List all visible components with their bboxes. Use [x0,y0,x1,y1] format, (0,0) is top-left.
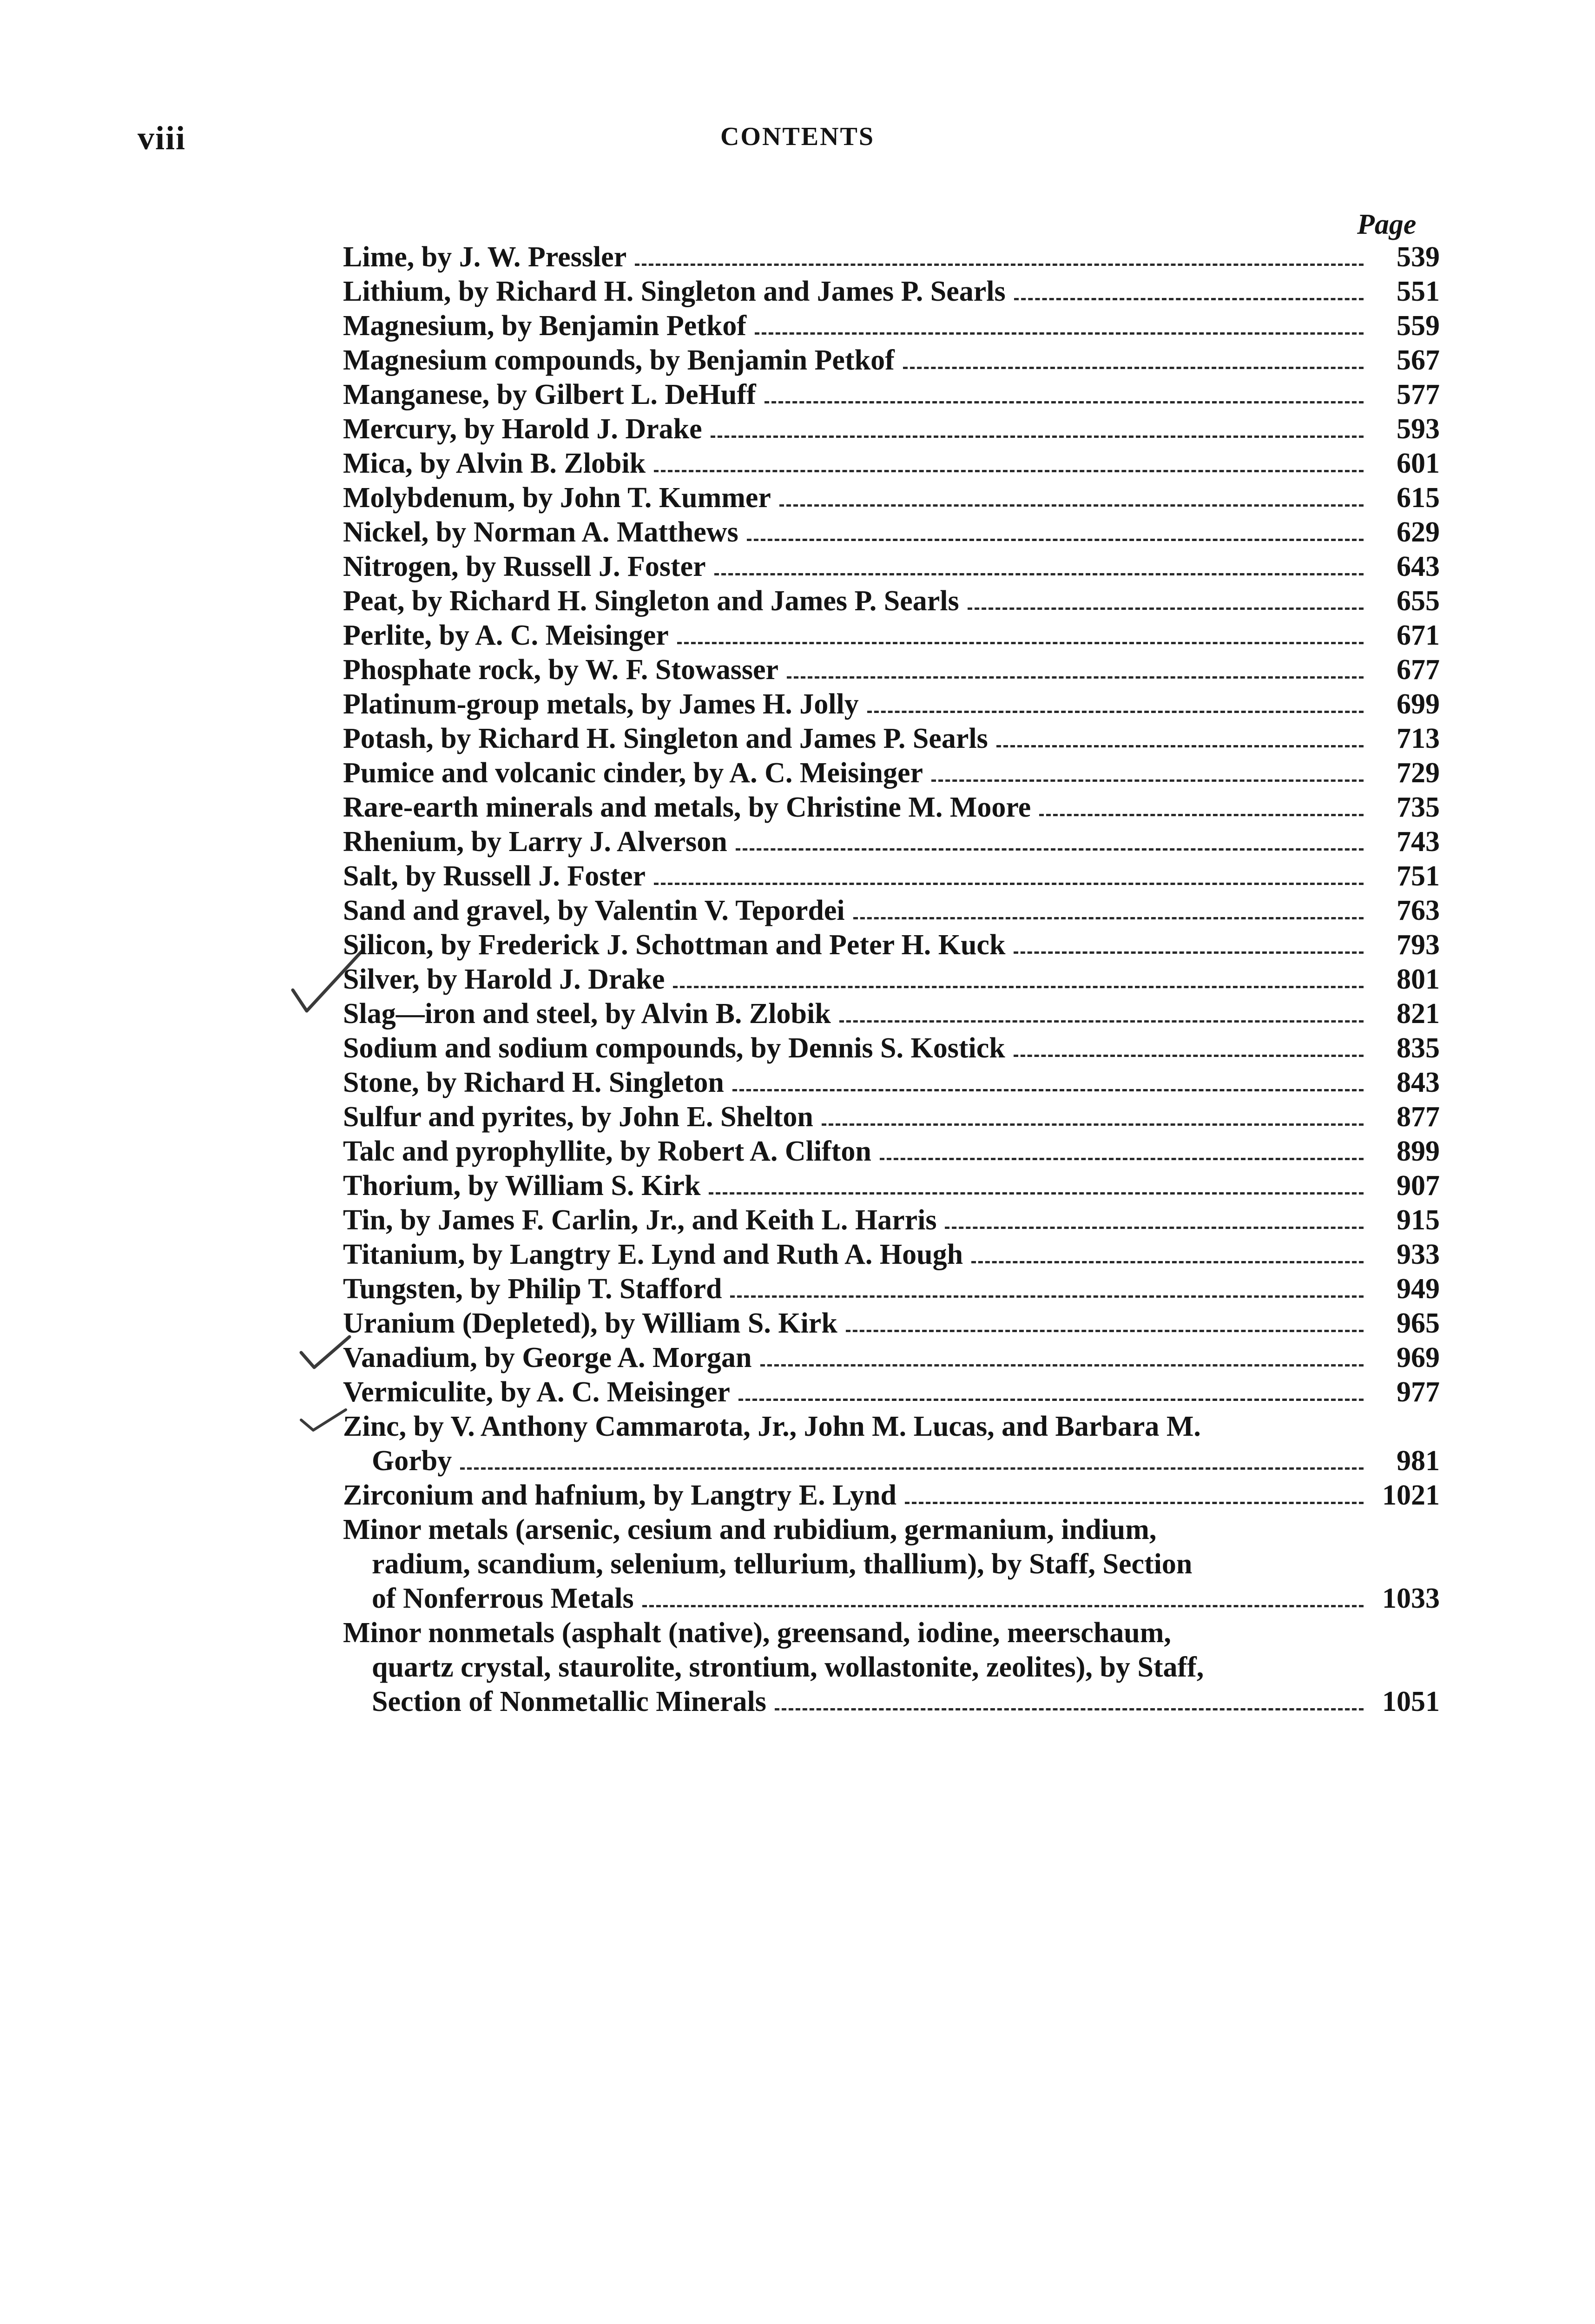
toc-entry-title: Stone, by Richard H. Singleton [343,1067,724,1098]
toc-entry [343,1272,1440,1306]
dot-leader [945,1227,1364,1229]
toc-entry-title: Platinum-group metals, by James H. Jolly [343,688,859,720]
toc-entry-title: Sand and gravel, by Valentin V. Tepordei [343,895,845,926]
toc-entry-page: 821 [1397,998,1440,1030]
toc-entry [343,446,1440,481]
toc-entry-title: Potash, by Richard H. Singleton and James P. Searls [343,723,988,754]
toc-entry [343,377,1440,412]
dot-leader [738,1399,1364,1401]
toc-entry-title: Molybdenum, by John T. Kummer [343,482,771,514]
toc-entry [343,825,1440,859]
dot-leader [822,1123,1364,1126]
dot-leader [635,264,1364,266]
toc-entry-title: Vanadium, by George A. Morgan [343,1342,752,1373]
toc-entry-page: 835 [1397,1032,1440,1064]
toc-entry-page: 915 [1397,1204,1440,1236]
toc-entry [343,1134,1440,1169]
dot-leader [905,1502,1364,1504]
toc-entry-page: 539 [1397,241,1440,273]
toc-entry [343,549,1440,584]
dot-leader [755,332,1364,335]
toc-entry-title: Phosphate rock, by W. F. Stowasser [343,654,779,686]
toc-entry-title: Rare-earth minerals and metals, by Christine M. Moore [343,792,1031,823]
toc-entry-page: 559 [1397,310,1440,342]
toc-entry-title: Lithium, by Richard H. Singleton and James P. Searls [343,276,1006,307]
toc-entry [343,1340,1440,1375]
toc-entry-title: Sodium and sodium compounds, by Dennis S. Kostick [343,1032,1005,1064]
dot-leader [1014,951,1364,954]
toc-entry-title: Rhenium, by Larry J. Alverson [343,826,727,858]
toc-entry-page: 593 [1397,413,1440,445]
dot-leader [1014,298,1364,300]
toc-entry-title: Pumice and volcanic cinder, by A. C. Meisinger [343,757,923,789]
toc-entry-page: 933 [1397,1239,1440,1270]
toc-entry-page: 699 [1397,688,1440,720]
toc-entry-page: 577 [1397,379,1440,410]
dot-leader [711,436,1364,438]
toc-entry [343,584,1440,618]
toc-entry-page: 965 [1397,1307,1440,1339]
toc-entry-page: 801 [1397,964,1440,995]
toc-entry-title-continued: quartz crystal, staurolite, strontium, wollastonite, zeolites), by Staff, [372,1651,1204,1683]
toc-entry [343,1031,1440,1065]
toc-entry-title: Magnesium, by Benjamin Petkof [343,310,746,342]
toc-entry-title: Mercury, by Harold J. Drake [343,413,702,445]
running-head: CONTENTS [720,122,875,151]
toc-entry-title: Tin, by James F. Carlin, Jr., and Keith L. Harris [343,1204,937,1236]
toc-entry-page: 671 [1397,620,1440,651]
toc-entry-title: Nitrogen, by Russell J. Foster [343,551,706,582]
toc-entry-page: 643 [1397,551,1440,582]
toc-entry-title: Salt, by Russell J. Foster [343,860,646,892]
toc-entry [343,687,1440,721]
toc-entry-page: 899 [1397,1136,1440,1167]
toc-entry-title: Thorium, by William S. Kirk [343,1170,701,1202]
toc-entry-page: 567 [1397,344,1440,376]
toc-entry-title: Silicon, by Frederick J. Schottman and Peter H. Kuck [343,929,1006,961]
toc-entry [343,997,1440,1031]
toc-entry [343,859,1440,893]
toc-entry-page: 655 [1397,585,1440,617]
dot-leader [654,470,1364,472]
dot-leader [642,1605,1364,1607]
toc-entry-title: Slag—iron and steel, by Alvin B. Zlobik [343,998,831,1030]
toc-entry-page: 729 [1397,757,1440,789]
checkmark-icon [297,1406,349,1434]
dot-leader [880,1158,1364,1160]
dot-leader [779,504,1364,507]
table-of-contents [343,240,1440,1719]
dot-leader [931,779,1364,782]
toc-entry-page: 763 [1397,895,1440,926]
toc-entry [343,309,1440,343]
dot-leader [846,1330,1364,1332]
dot-leader [853,917,1364,919]
toc-entry-page: 969 [1397,1342,1440,1373]
toc-entry [343,721,1440,756]
toc-entry-page: 793 [1397,929,1440,961]
toc-entry-title: Minor nonmetals (asphalt (native), greensand, iodine, meerschaum, [343,1617,1171,1649]
toc-entry-page: 713 [1397,723,1440,754]
dot-leader [732,1089,1364,1091]
dot-leader [839,1020,1364,1023]
toc-entry-title: Zirconium and hafnium, by Langtry E. Lynd [343,1479,896,1511]
toc-entry-title: Tungsten, by Philip T. Stafford [343,1273,722,1305]
toc-entry-page: 735 [1397,792,1440,823]
dot-leader [673,986,1364,988]
toc-entry-title: Uranium (Depleted), by William S. Kirk [343,1307,837,1339]
toc-entry [343,1478,1440,1512]
toc-entry [343,653,1440,687]
toc-entry-page: 551 [1397,276,1440,307]
toc-entry-title: Titanium, by Langtry E. Lynd and Ruth A. Hough [343,1239,963,1270]
toc-entry-page: 615 [1397,482,1440,514]
toc-entry [343,481,1440,515]
dot-leader [996,745,1364,747]
dot-leader [730,1295,1364,1298]
toc-entry [343,1306,1440,1340]
toc-entry-title: Mica, by Alvin B. Zlobik [343,448,646,479]
toc-entry-title-continued: Gorby [372,1445,452,1477]
dot-leader [903,367,1364,369]
dot-leader [775,1708,1364,1710]
dot-leader [787,676,1364,679]
toc-entry-page: 1033 [1382,1583,1440,1614]
toc-entry-title-continued: of Nonferrous Metals [372,1583,634,1614]
page-number: viii [138,119,186,157]
toc-entry-title: Sulfur and pyrites, by John E. Shelton [343,1101,813,1133]
toc-entry [343,1237,1440,1272]
toc-entry [343,274,1440,309]
toc-entry-page: 629 [1397,516,1440,548]
toc-entry [343,412,1440,446]
toc-entry-page: 677 [1397,654,1440,686]
toc-entry [343,962,1440,997]
toc-entry-title: Nickel, by Norman A. Matthews [343,516,738,548]
toc-entry [343,1100,1440,1134]
dot-leader [1014,1055,1364,1057]
toc-entry [343,1203,1440,1237]
toc-entry [343,928,1440,962]
toc-entry-page: 743 [1397,826,1440,858]
toc-entry-title: Minor metals (arsenic, cesium and rubidium, germanium, indium, [343,1514,1157,1545]
toc-entry [343,893,1440,928]
toc-entry [343,1065,1440,1100]
toc-entry-title: Lime, by J. W. Pressler [343,241,627,273]
dot-leader [654,883,1364,885]
toc-entry-page: 751 [1397,860,1440,892]
toc-entry [343,618,1440,653]
toc-entry [343,240,1440,274]
page-column-label: Page [1357,209,1417,240]
toc-entry-title: Talc and pyrophyllite, by Robert A. Clifton [343,1136,871,1167]
dot-leader [971,1261,1364,1263]
toc-entry-page: 601 [1397,448,1440,479]
dot-leader [747,539,1364,541]
dot-leader [736,848,1364,851]
toc-entry [343,756,1440,790]
toc-entry [343,343,1440,377]
toc-entry-title: Vermiculite, by A. C. Meisinger [343,1376,730,1408]
toc-entry-title: Magnesium compounds, by Benjamin Petkof [343,344,895,376]
toc-entry-title: Peat, by Richard H. Singleton and James P. Searls [343,585,959,617]
toc-entry-title-continued: Section of Nonmetallic Minerals [372,1686,766,1717]
toc-entry-page: 843 [1397,1067,1440,1098]
toc-entry [343,1375,1440,1409]
toc-entry-page: 877 [1397,1101,1440,1133]
toc-entry [343,515,1440,549]
toc-entry-page: 981 [1397,1445,1440,1477]
toc-entry-title: Zinc, by V. Anthony Cammarota, Jr., John M. Lucas, and Barbara M. [343,1411,1201,1442]
dot-leader [460,1467,1364,1470]
toc-entry [343,790,1440,825]
toc-entry-title: Perlite, by A. C. Meisinger [343,620,669,651]
toc-entry [343,1169,1440,1203]
toc-entry-title: Manganese, by Gilbert L. DeHuff [343,379,756,410]
dot-leader [760,1364,1364,1367]
dot-leader [677,642,1364,644]
toc-entry-title: Silver, by Harold J. Drake [343,964,665,995]
dot-leader [765,401,1364,403]
toc-entry-page: 949 [1397,1273,1440,1305]
toc-entry-page: 907 [1397,1170,1440,1202]
toc-entry-page: 977 [1397,1376,1440,1408]
dot-leader [1039,814,1364,816]
dot-leader [709,1192,1364,1195]
dot-leader [714,573,1364,575]
toc-entry-title-continued: radium, scandium, selenium, tellurium, thallium), by Staff, Section [372,1548,1193,1580]
toc-entry [343,1616,1440,1719]
toc-entry [343,1512,1440,1616]
toc-entry [343,1409,1440,1478]
toc-entry-page: 1051 [1382,1686,1440,1717]
dot-leader [968,607,1364,610]
dot-leader [867,711,1364,713]
toc-entry-page: 1021 [1382,1479,1440,1511]
